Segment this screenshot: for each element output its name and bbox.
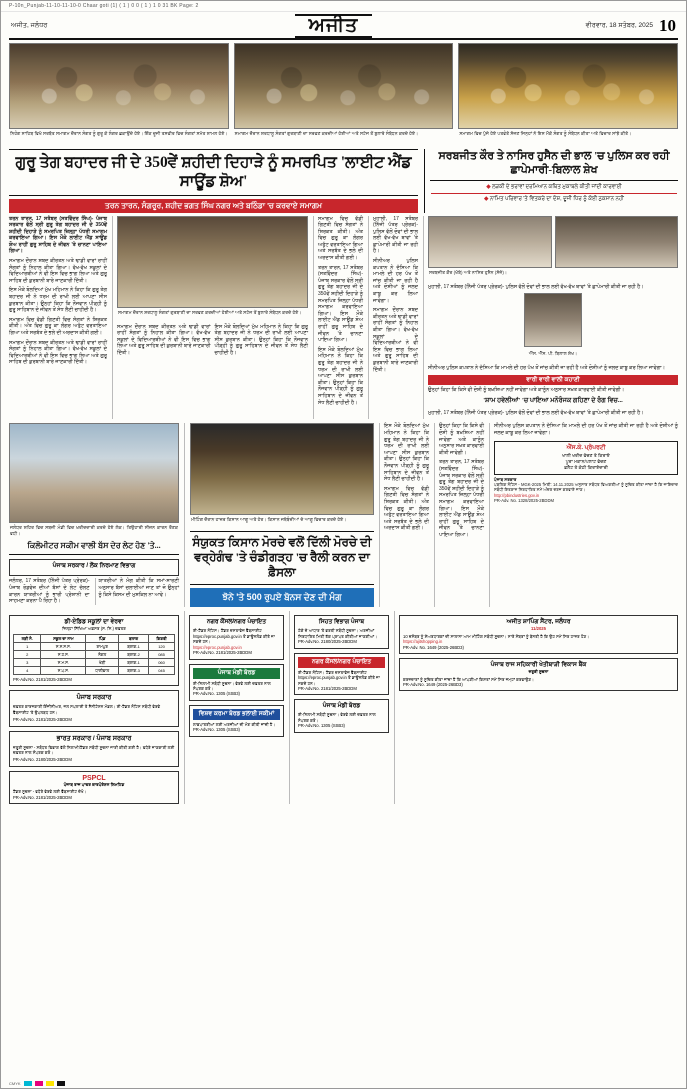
classified-education-2[interactable] xyxy=(294,699,389,732)
masthead-edition: ਅਜੀਤ, ਜਲੰਧਰ xyxy=(11,21,48,29)
right-headline: ਸਰਬਜੀਤ ਕੌਰ ਤੇ ਨਾਸਿਰ ਹੁਸੈਨ ਦੀ ਭਾਲ 'ਚ ਪੁਲਿਸ ਕਰ ਰਹੀ ਛਾਪੇਮਾਰੀ-ਬਿਲਾਲ ਸ਼ੇਖ xyxy=(430,149,678,181)
municipal-footer: PR-Adv.No. 2181/2025-2BDDM xyxy=(193,650,252,656)
ad-property-line-2: ਪੂਰਾ ਮਕਾਨ/ਪਲਾਟ ਵੇਚਣ xyxy=(565,458,607,464)
ad-property-title: ਐੱਸ.ਕੇ. ਪ੍ਰੋਪਰਟੀ xyxy=(566,444,606,451)
col5-para-3: ਉਨ੍ਹਾਂ ਕਿਹਾ ਕਿ ਕਿਸੇ ਵੀ ਦੋਸ਼ੀ ਨੂੰ ਬਖ਼ਸ਼ਿਆ ਨਹੀਂ ਜਾਵੇਗਾ ਅਤੇ ਕਾਨੂੰਨ ਅਨੁਸਾਰ ਸਖ਼ਤ ਕਾਰਵਾਈ ਕੀਤੀ ਜਾਵੇਗੀ। xyxy=(428,387,625,394)
section2-title: ਵਾਰੀ ਵਾਰੀ ਵਾਲੀ ਕਹਾਣੀ xyxy=(428,375,678,386)
corporate-body: 10 ਦਸੰਬਰ ਨੂੰ ਸ਼ੇਅਰਧਾਰਕਾਂ ਦੀ ਸਾਲਾਨਾ ਆਮ ਮੀਟਿੰਗ ਸਬੰਧੀ ਸੂਚਨਾ। ਸਾਰੇ ਮੈਂਬਰਾਂ ਨੂੰ ਬੇਨਤੀ ਹੈ ਕਿ ਉਹ ਸਮੇਂ ਸਿਰ ਹਾਜ਼ਰ ਹੋਣ। xyxy=(403,633,590,639)
section3-title: 'ਸ਼ਾਮ ਹਵੇਲੀਆਂ' 'ਚ ਪਾਇਆ ਮਨੋਰੰਜਕ ਗਹਿਣਾ ਦੇ ਰੰਗ ਵਿਚ... xyxy=(483,396,623,404)
classified-pspcl[interactable] xyxy=(9,771,179,804)
lead-headline: ਗੁਰੂ ਤੇਗ ਬਹਾਦਰ ਜੀ ਦੇ 350ਵੇਂ ਸ਼ਹੀਦੀ ਦਿਹਾੜੇ ਨੂੰ ਸਮਰਪਿਤ 'ਲਾਈਟ ਐਂਡ ਸਾਊਂਡ ਸ਼ੋਅ' xyxy=(9,149,418,196)
ad-corporate[interactable] xyxy=(399,615,678,654)
corporate-title: ਅਜੀਤ ਸ਼ਾਪਿੰਗ ਸੈਂਟਰ, ਜਲੰਧਰ xyxy=(506,619,571,626)
ad-recruitment-web[interactable]: http://pbindustries.gov.in xyxy=(494,492,540,498)
classified-grid xyxy=(9,611,678,803)
print-registration-bar: P-10n_Punjab-11-10-11-10-0 Chaar goti (1) ( 1 ) 0 0 ( 1 ) 1 0 31 BK Page: 2 xyxy=(1,1,686,12)
col3-para-3: ਇਸ ਮੌਕੇ ਬੋਲਦਿਆਂ ਮੁੱਖ ਮਹਿਮਾਨ ਨੇ ਕਿਹਾ ਕਿ ਗੁਰੂ ਤੇਗ ਬਹਾਦਰ ਜੀ ਨੇ ਧਰਮ ਦੀ ਰਾਖੀ ਲਈ ਆਪਣਾ ਸੀਸ ਕੁਰਬਾਨ ਕੀਤਾ। ਉਨ੍ਹਾਂ ਕਿਹਾ ਕਿ ਨੌਜਵਾਨ ਪੀੜ੍ਹੀ ਨੂੰ ਗੁਰੂ ਸਾਹਿਬਾਨ ਦੇ ਜੀਵਨ ਤੋਂ ਸੇਧ ਲੈਣੀ ਚਾਹੀਦੀ ਹੈ। xyxy=(318,346,363,406)
municipal2-title: ਨਗਰ ਕੌਂਸਲ/ਨਗਰ ਪੰਚਾਇਤ xyxy=(298,657,385,668)
masthead-title: ਅਜੀਤ xyxy=(295,14,373,38)
masthead xyxy=(1,12,686,38)
col5-para-2: ਸੀਨੀਅਰ ਪੁਲਿਸ ਕਪਤਾਨ ਨੇ ਦੱਸਿਆ ਕਿ ਮਾਮਲੇ ਦੀ ਹਰ ਪੱਖ ਤੋਂ ਜਾਂਚ ਕੀਤੀ ਜਾ ਰਹੀ ਹੈ ਅਤੇ ਦੋਸ਼ੀਆਂ ਨੂੰ ਜਲਦ ਕਾਬੂ ਕਰ ਲਿਆ ਜਾਵੇਗਾ। xyxy=(428,365,665,372)
bank-title: ਪੰਜਾਬ ਰਾਜ ਸਹਿਕਾਰੀ ਖੇਤੀਬਾੜੀ ਵਿਕਾਸ ਬੈਂਕ xyxy=(490,662,587,669)
col1-para-2: ਸਮਾਗਮ ਦੌਰਾਨ ਸ਼ਬਦ ਕੀਰਤਨ ਅਤੇ ਢਾਡੀ ਵਾਰਾਂ ਰਾਹੀਂ ਸੰਗਤਾਂ ਨੂੰ ਨਿਹਾਲ ਕੀਤਾ ਗਿਆ। ਵੱਖ-ਵੱਖ ਸਕੂਲਾਂ ਦੇ ਵਿਦਿਆਰਥੀਆਂ ਨੇ ਵੀ ਇਸ ਵਿਚ ਭਾਗ ਲਿਆ ਅਤੇ ਗੁਰੂ ਸਾਹਿਬ ਦੀ ਕੁਰਬਾਨੀ ਬਾਰੇ ਜਾਣਕਾਰੀ ਦਿੱਤੀ। xyxy=(9,258,107,284)
column-4 xyxy=(368,216,418,420)
th-3: ਬਲਾਕ xyxy=(118,634,148,642)
middle-band xyxy=(9,423,678,607)
photo-caption-1: ਨਿਹੰਗ ਸਾਹਿਬ ਵਿਖੇ ਸਰਬੱਤ ਸਮਾਗਮ ਦੌਰਾਨ ਸੰਗਤ ਨੂੰ ਗੁਰੂ ਕੇ ਲੰਗਰ ਛਕਾਉਂਦੇ ਹੋਏ। ਇੱਕ ਦੂਜੀ ਤਸਵੀਰ ਵਿਚ ਸੰਗਤਾਂ ਸਮੇਤ ਸ਼ਾਮਲ ਹੋਏ। xyxy=(10,130,228,136)
col1-para-5: ਸਮਾਗਮ ਦੌਰਾਨ ਸ਼ਬਦ ਕੀਰਤਨ ਅਤੇ ਢਾਡੀ ਵਾਰਾਂ ਰਾਹੀਂ ਸੰਗਤਾਂ ਨੂੰ ਨਿਹਾਲ ਕੀਤਾ ਗਿਆ। ਵੱਖ-ਵੱਖ ਸਕੂਲਾਂ ਦੇ ਵਿਦਿਆਰਥੀਆਂ ਨੇ ਵੀ ਇਸ ਵਿਚ ਭਾਗ ਲਿਆ ਅਤੇ ਗੁਰੂ ਸਾਹਿਬ ਦੀ ਕੁਰਬਾਨੀ ਬਾਰੇ ਜਾਣਕਾਰੀ ਦਿੱਤੀ। xyxy=(9,339,107,366)
top-photo-strip xyxy=(9,43,678,145)
kisan-story-block xyxy=(184,423,374,607)
education2-footer: PR-Adv.No. 1305 (SSB3) xyxy=(298,723,345,729)
municipal-body: ਈ-ਟੈਂਡਰ ਨੋਟਿਸ। ਟੈਂਡਰ ਦਸਤਾਵੇਜ਼ ਵੈੱਬਸਾਈਟ https://eproc.punjab.gov.in ਤੋਂ ਡਾਊਨਲੋਡ ਕੀਤੇ ਜਾ ਸਕਦੇ ਹਨ। xyxy=(193,628,275,645)
pspcl-body: ਟੈਂਡਰ ਸੂਚਨਾ - ਵਧੇਰੇ ਵੇਰਵੇ ਲਈ ਵੈੱਬਸਾਈਟ ਦੇਖੋ। xyxy=(13,789,87,795)
municipal-title: ਨਗਰ ਕੌਂਸਲ/ਨਗਰ ਪੰਚਾਇਤ xyxy=(206,619,267,626)
middle-col-c-p1: ਸੀਨੀਅਰ ਪੁਲਿਸ ਕਪਤਾਨ ਨੇ ਦੱਸਿਆ ਕਿ ਮਾਮਲੇ ਦੀ ਹਰ ਪੱਖ ਤੋਂ ਜਾਂਚ ਕੀਤੀ ਜਾ ਰਹੀ ਹੈ ਅਤੇ ਦੋਸ਼ੀਆਂ ਨੂੰ ਜਲਦ ਕਾਬੂ ਕਰ ਲਿਆ ਜਾਵੇਗਾ। xyxy=(494,423,678,437)
classified-col-b xyxy=(184,611,284,803)
portrait-sarabjit-kaur xyxy=(428,216,552,268)
photo-assembly-caption: ਸਮਾਗਮ ਦੌਰਾਨ ਸ਼ਰਧਾਲੂ ਸੰਗਤਾਂ ਗੁਰਬਾਣੀ ਦਾ ਸਰਵਣ ਕਰਦੀਆਂ ਹੋਈਆਂ ਅਤੇ ਸਟੇਜ ਤੋਂ ਬੁਲਾਰੇ ਸੰਬੋਧਨ ਕਰਦੇ ਹੋਏ। xyxy=(118,309,302,315)
officer-caption: ਐੱਸ. ਐੱਸ. ਪੀ. ਬਿਲਾਲ ਸ਼ੇਖ। xyxy=(528,351,578,357)
tender-bsnl[interactable] xyxy=(9,731,179,767)
classified-health[interactable] xyxy=(294,615,389,648)
tender-punjab-footer: PR-Adv.No. 2181/2025-2BDDM xyxy=(13,717,72,723)
classified-education[interactable] xyxy=(189,664,284,701)
tender-bsnl-body: ਜ਼ਰੂਰੀ ਸੂਚਨਾ - ਸਬੰਧਤ ਵਿਭਾਗ ਵੱਲੋਂ ਨਿਲਾਮੀ/ਟੈਂਡਰ ਸਬੰਧੀ ਸੂਚਨਾ ਜਾਰੀ ਕੀਤੀ ਗਈ ਹੈ। ਵਧੇਰੇ ਜਾਣਕਾਰੀ ਲਈ ਦਫ਼ਤਰ ਨਾਲ ਸੰਪਰਕ ਕਰੋ। xyxy=(13,744,175,755)
photo-cell-3 xyxy=(458,43,678,145)
swatch-yellow xyxy=(46,1081,54,1086)
municipal2-footer: PR-Adv.No. 2181/2025-2BDDM xyxy=(298,685,357,691)
kisan-photo-caption: ਮੀਟਿੰਗ ਦੌਰਾਨ ਹਾਜ਼ਰ ਕਿਸਾਨ ਆਗੂ ਅਤੇ ਹੋਰ। ਕਿਸਾਨ ਜਥੇਬੰਦੀਆਂ ਦੇ ਆਗੂ ਵਿਚਾਰ ਕਰਦੇ ਹੋਏ। xyxy=(191,517,347,523)
pspcl-footer: PR-Adv.No. 2181/2025-2BDDM xyxy=(13,794,72,800)
education-title: ਪੰਜਾਬ ਮੰਡੀ ਬੋਰਡ xyxy=(193,668,280,679)
registration-color-bar xyxy=(1,1080,686,1086)
col3-para-2: ਤਰਨ ਤਾਰਨ, 17 ਸਤੰਬਰ (ਸਤਵਿੰਦਰ ਸਿੰਘ)- ਪੰਜਾਬ ਸਰਕਾਰ ਵੱਲੋਂ ਸ੍ਰੀ ਗੁਰੂ ਤੇਗ ਬਹਾਦਰ ਜੀ ਦੇ 350ਵੇਂ ਸ਼ਹੀਦੀ ਦਿਹਾੜੇ ਨੂੰ ਸਮਰਪਿਤ ਜ਼ਿਲ੍ਹਾ ਪੱਧਰੀ ਸਮਾਗਮ ਕਰਵਾਇਆ ਗਿਆ। ਇਸ ਮੌਕੇ ਲਾਈਟ ਐਂਡ ਸਾਊਂਡ ਸ਼ੋਅ ਰਾਹੀਂ ਗੁਰੂ ਸਾਹਿਬ ਦੇ ਜੀਵਨ 'ਤੇ ਚਾਨਣਾ ਪਾਇਆ ਗਿਆ। xyxy=(318,264,363,344)
classified-municipal-2[interactable] xyxy=(294,653,389,696)
ad-recruitment-footer: PR-Adv. No. 1328/2025-2BDDM xyxy=(494,498,554,504)
left-lower-headline: ਕਿਲੋਮੀਟਰ ਸਕੀਮ ਵਾਲੀ ਬੱਸ ਦੇਰ ਲੇਟ ਹੋਣ 'ਤੇ... xyxy=(9,541,179,555)
kisan-headline: ਸੰਯੁਕਤ ਕਿਸਾਨ ਮੋਰਚੇ ਵਲੋਂ ਦਿੱਲੀ ਮੋਰਚੇ ਦੀ ਵਰ੍ਹੇਗੰਢ 'ਤੇ ਚੰਡੀਗੜ੍ਹ 'ਚ ਰੈਲੀ ਕਰਨ ਦਾ ਫ਼ੈਸਲਾ xyxy=(190,531,374,585)
left-lower-boxed xyxy=(9,559,179,576)
col1-para-4: ਸਮਾਗਮ ਵਿਚ ਵੱਡੀ ਗਿਣਤੀ ਵਿਚ ਸੰਗਤਾਂ ਨੇ ਸ਼ਿਰਕਤ ਕੀਤੀ। ਅੰਤ ਵਿਚ ਗੁਰੂ ਕਾ ਲੰਗਰ ਅਤੁੱਟ ਵਰਤਾਇਆ ਗਿਆ ਅਤੇ ਸਰਬੱਤ ਦੇ ਭਲੇ ਦੀ ਅਰਦਾਸ ਕੀਤੀ ਗਈ। xyxy=(9,316,107,336)
corporate-web[interactable]: https://ajitshopping.in xyxy=(403,639,443,645)
headline-row xyxy=(9,149,678,213)
table-row: 2 ਸ.ਹ.ਸ. ਨੰਗਲ ਬਲਾਕ-2 085 xyxy=(14,650,175,658)
kisan-banner: ਝੋਨੇ 'ਤੇ 500 ਰੁਪਏ ਬੋਨਸ ਦੇਣ ਦੀ ਮੰਗ xyxy=(190,588,374,607)
tender-dcfa-title: ਡੀ-ਏਡਿਡ ਸਕੂਲਾਂ ਦਾ ਵੇਰਵਾ xyxy=(64,619,124,626)
municipal2-body: ਈ-ਟੈਂਡਰ ਨੋਟਿਸ। ਟੈਂਡਰ ਦਸਤਾਵੇਜ਼ ਵੈੱਬਸਾਈਟ https://eproc.punjab.gov.in ਤੋਂ ਡਾਊਨਲੋਡ ਕੀਤੇ ਜਾ ਸਕਦੇ ਹਨ। xyxy=(298,669,380,686)
left-lower-boxed-title: ਪੰਜਾਬ ਸਰਕਾਰ / ਲੋਕ ਨਿਰਮਾਣ ਵਿਭਾਗ xyxy=(52,563,136,570)
lead-subhead: ਤਰਨ ਤਾਰਨ, ਸੰਗਰੂਰ, ਸ਼ਹੀਦ ਭਗਤ ਸਿੰਘ ਨਗਰ ਅਤੇ ਬਠਿੰਡਾ 'ਚ ਕਰਵਾਏ ਸਮਾਗਮ xyxy=(9,199,418,213)
tender-bsnl-footer: PR-Adv.No. 2180/2025-2BDDM xyxy=(13,757,72,763)
education-footer: PR-Adv.No. 1305 (SSB3) xyxy=(193,691,240,697)
bank-body: ਕਰਜ਼ਦਾਰਾਂ ਨੂੰ ਸੂਚਿਤ ਕੀਤਾ ਜਾਂਦਾ ਹੈ ਕਿ ਆਪਣੀਆਂ ਕਿਸ਼ਤਾਂ ਸਮੇਂ ਸਿਰ ਜਮ੍ਹਾਂ ਕਰਵਾਉਣ। xyxy=(403,676,534,682)
middle-col-a-p1: ਇਸ ਮੌਕੇ ਬੋਲਦਿਆਂ ਮੁੱਖ ਮਹਿਮਾਨ ਨੇ ਕਿਹਾ ਕਿ ਗੁਰੂ ਤੇਗ ਬਹਾਦਰ ਜੀ ਨੇ ਧਰਮ ਦੀ ਰਾਖੀ ਲਈ ਆਪਣਾ ਸੀਸ ਕੁਰਬਾਨ ਕੀਤਾ। ਉਨ੍ਹਾਂ ਕਿਹਾ ਕਿ ਨੌਜਵਾਨ ਪੀੜ੍ਹੀ ਨੂੰ ਗੁਰੂ ਸਾਹਿਬਾਨ ਦੇ ਜੀਵਨ ਤੋਂ ਸੇਧ ਲੈਣੀ ਚਾਹੀਦੀ ਹੈ। xyxy=(384,423,429,483)
cmyk-label: CMYK xyxy=(9,1080,21,1086)
photo-assembly xyxy=(117,216,308,308)
middle-col-b-p1: ਉਨ੍ਹਾਂ ਕਿਹਾ ਕਿ ਕਿਸੇ ਵੀ ਦੋਸ਼ੀ ਨੂੰ ਬਖ਼ਸ਼ਿਆ ਨਹੀਂ ਜਾਵੇਗਾ ਅਤੇ ਕਾਨੂੰਨ ਅਨੁਸਾਰ ਸਖ਼ਤ ਕਾਰਵਾਈ ਕੀਤੀ ਜਾਵੇਗੀ। xyxy=(439,423,484,456)
photo-caption-2: ਸਮਾਗਮ ਦੌਰਾਨ ਸ਼ਰਧਾਲੂ ਸੰਗਤਾਂ ਗੁਰਬਾਣੀ ਦਾ ਸਰਵਣ ਕਰਦੀਆਂ ਹੋਈਆਂ ਅਤੇ ਸਟੇਜ ਤੋਂ ਬੁਲਾਰੇ ਸੰਬੋਧਨ ਕਰਦੇ ਹੋਏ। xyxy=(234,130,419,136)
education2-body: ਈ-ਨਿਲਾਮੀ ਸਬੰਧੀ ਸੂਚਨਾ। ਵੇਰਵੇ ਲਈ ਦਫ਼ਤਰ ਨਾਲ ਸੰਪਰਕ ਕਰੋ। xyxy=(298,712,376,723)
col2-para-2: ਇਸ ਮੌਕੇ ਬੋਲਦਿਆਂ ਮੁੱਖ ਮਹਿਮਾਨ ਨੇ ਕਿਹਾ ਕਿ ਗੁਰੂ ਤੇਗ ਬਹਾਦਰ ਜੀ ਨੇ ਧਰਮ ਦੀ ਰਾਖੀ ਲਈ ਆਪਣਾ ਸੀਸ ਕੁਰਬਾਨ ਕੀਤਾ। ਉਨ੍ਹਾਂ ਕਿਹਾ ਕਿ ਨੌਜਵਾਨ ਪੀੜ੍ਹੀ ਨੂੰ ਗੁਰੂ ਸਾਹਿਬਾਨ ਦੇ ਜੀਵਨ ਤੋਂ ਸੇਧ ਲੈਣੀ ਚਾਹੀਦੀ ਹੈ। xyxy=(214,323,308,356)
lead-headline-block xyxy=(9,149,418,213)
ad-recruitment-block xyxy=(494,477,678,504)
th-0: ਲੜੀ ਨੰ. xyxy=(14,634,41,642)
left-lower-para-2: ਯਾਤਰੀਆਂ ਨੇ ਮੰਗ ਕੀਤੀ ਕਿ ਸਮਾਂ-ਸਾਰਣੀ ਅਨੁਸਾਰ ਬੱਸਾਂ ਚਲਾਈਆਂ ਜਾਣ ਤਾਂ ਜੋ ਉਨ੍ਹਾਂ ਨੂੰ ਕਿਸੇ ਕਿਸਮ ਦੀ ਮੁਸ਼ਕਿਲ ਨਾ ਆਵੇ। xyxy=(95,578,180,604)
tender-punjab-body: ਦਫ਼ਤਰ ਕਾਰਜਕਾਰੀ ਇੰਜੀਨੀਅਰ, ਜਲ ਸਪਲਾਈ ਤੇ ਸੈਨੀਟੇਸ਼ਨ ਮੰਡਲ। ਈ-ਟੈਂਡਰ ਨੋਟਿਸ ਸਬੰਧੀ ਵੇਰਵੇ ਵੈੱਬਸਾਈਟ 'ਤੇ ਉਪਲਬਧ ਹਨ। xyxy=(13,704,161,715)
corporate-footer: PR-Adv. No. 1649 (2025-26BD3) xyxy=(403,644,464,650)
health-body: ਠੇਕੇ ਦੇ ਆਧਾਰ 'ਤੇ ਭਰਤੀ ਸਬੰਧੀ ਸੂਚਨਾ। ਅਰਜ਼ੀਆਂ ਨਿਰਧਾਰਿਤ ਮਿਤੀ ਤੱਕ ਪ੍ਰਾਪਤ ਕੀਤੀਆਂ ਜਾਣਗੀਆਂ। xyxy=(298,628,378,639)
classified-col-d xyxy=(394,611,678,803)
portrait-officer xyxy=(524,293,582,347)
tender-dcfa-subtitle: ਜ਼ਿਲ੍ਹਾ ਸਿੱਖਿਆ ਅਫ਼ਸਰ (ਸ. ਸਿ.) ਦਫ਼ਤਰ xyxy=(62,626,126,632)
bank-subtitle: ਜ਼ਰੂਰੀ ਸੂਚਨਾ xyxy=(528,669,549,675)
forest-body: ਲਾਭਪਾਤਰੀਆਂ ਲਈ ਅਰਜ਼ੀਆਂ ਦੀ ਮੰਗ ਕੀਤੀ ਜਾਂਦੀ ਹੈ। xyxy=(193,721,276,727)
education-body: ਈ-ਨਿਲਾਮੀ ਸਬੰਧੀ ਸੂਚਨਾ। ਵੇਰਵੇ ਲਈ ਦਫ਼ਤਰ ਨਾਲ ਸੰਪਰਕ ਕਰੋ। xyxy=(193,680,271,691)
market-photo-caption: ਜਲੰਧਰ ਸ਼ਹਿਰ ਵਿਚ ਸਬਜ਼ੀ ਮੰਡੀ ਵਿਚ ਖ਼ਰੀਦਦਾਰੀ ਕਰਦੇ ਹੋਏ ਲੋਕ। ਤਿਉਹਾਰੀ ਸੀਜ਼ਨ ਕਾਰਨ ਰੌਣਕ ਵਧੀ। xyxy=(10,525,178,537)
forest-footer: PR-Adv.No. 1305 (SSB3) xyxy=(193,727,240,733)
column-1 xyxy=(9,216,107,420)
col4-para-1: ਮੁਹਾਲੀ, 17 ਸਤੰਬਰ (ਨਿੱਜੀ ਪੱਤਰ ਪ੍ਰੇਰਕ)- ਪੁਲਿਸ ਵੱਲੋਂ ਦੋਵਾਂ ਦੀ ਭਾਲ ਲਈ ਵੱਖ-ਵੱਖ ਥਾਵਾਂ 'ਤੇ ਛਾਪੇਮਾਰੀ ਕੀਤੀ ਜਾ ਰਹੀ ਹੈ। xyxy=(373,215,418,255)
corporate-date: 11/2025 xyxy=(531,626,546,632)
col1-para-3: ਇਸ ਮੌਕੇ ਬੋਲਦਿਆਂ ਮੁੱਖ ਮਹਿਮਾਨ ਨੇ ਕਿਹਾ ਕਿ ਗੁਰੂ ਤੇਗ ਬਹਾਦਰ ਜੀ ਨੇ ਧਰਮ ਦੀ ਰਾਖੀ ਲਈ ਆਪਣਾ ਸੀਸ ਕੁਰਬਾਨ ਕੀਤਾ। ਉਨ੍ਹਾਂ ਕਿਹਾ ਕਿ ਨੌਜਵਾਨ ਪੀੜ੍ਹੀ ਨੂੰ ਗੁਰੂ ਸਾਹਿਬਾਨ ਦੇ ਜੀਵਨ ਤੋਂ ਸੇਧ ਲੈਣੀ ਚਾਹੀਦੀ ਹੈ। xyxy=(9,287,107,314)
health-title: ਸਿਹਤ ਵਿਭਾਗ ਪੰਜਾਬ xyxy=(318,619,365,626)
forest-title: ਵਿਸ਼ਵ ਕਰਮਾ ਬੋਰਡ ਭਲਾਈ ਸਕੀਮਾਂ xyxy=(193,709,280,720)
swatch-cyan xyxy=(24,1081,32,1086)
ad-property-line-1: ਖਾਲੀ ਖਰੀਦ ਵੇਚਣ ਤੇ ਕਿਰਾਏ xyxy=(562,452,610,458)
right-headline-block xyxy=(424,149,678,213)
photo-cell-2 xyxy=(234,43,454,145)
tender-dcfa-footer: PR-Adv.No. 2181/2025-2BDDM xyxy=(13,676,72,682)
photo-leaders xyxy=(458,43,678,129)
photo-cell-1 xyxy=(9,43,229,145)
tender-punjab-title: ਪੰਜਾਬ ਸਰਕਾਰ xyxy=(76,694,112,702)
ad-recruitment-title: ਪੰਜਾਬ ਸਰਕਾਰ xyxy=(494,476,517,482)
middle-col-a-p2: ਸਮਾਗਮ ਵਿਚ ਵੱਡੀ ਗਿਣਤੀ ਵਿਚ ਸੰਗਤਾਂ ਨੇ ਸ਼ਿਰਕਤ ਕੀਤੀ। ਅੰਤ ਵਿਚ ਗੁਰੂ ਕਾ ਲੰਗਰ ਅਤੁੱਟ ਵਰਤਾਇਆ ਗਿਆ ਅਤੇ ਸਰਬੱਤ ਦੇ ਭਲੇ ਦੀ ਅਰਦਾਸ ਕੀਤੀ ਗਈ। xyxy=(384,485,429,532)
column-2 xyxy=(112,216,308,420)
ad-recruitment-body: ਪਬਲਿਕ ਨੋਟਿਸ - MGK-2025 ਮਿਤੀ: 14.11.2025 ਅਨੁਸਾਰ ਸਬੰਧਤ ਵਿਅਕਤੀਆਂ ਨੂੰ ਸੂਚਿਤ ਕੀਤਾ ਜਾਂਦਾ ਹੈ ਕਿ ਜਾਇਦਾਦ ਸਬੰਧੀ ਇਤਰਾਜ਼ ਨਿਰਧਾਰਿਤ ਸਮੇਂ ਅੰਦਰ ਦਰਜ ਕਰਵਾਏ ਜਾਣ। xyxy=(494,482,678,493)
classified-municipal[interactable] xyxy=(189,615,284,659)
col4-para-2: ਸੀਨੀਅਰ ਪੁਲਿਸ ਕਪਤਾਨ ਨੇ ਦੱਸਿਆ ਕਿ ਮਾਮਲੇ ਦੀ ਹਰ ਪੱਖ ਤੋਂ ਜਾਂਚ ਕੀਤੀ ਜਾ ਰਹੀ ਹੈ ਅਤੇ ਦੋਸ਼ੀਆਂ ਨੂੰ ਜਲਦ ਕਾਬੂ ਕਰ ਲਿਆ ਜਾਵੇਗਾ। xyxy=(373,258,418,304)
middle-col-c xyxy=(489,423,678,607)
column-5 xyxy=(423,216,678,420)
pspcl-subtitle: ਪੰਜਾਬ ਰਾਜ ਪਾਵਰ ਕਾਰਪੋਰੇਸ਼ਨ ਲਿਮਟਿਡ xyxy=(63,781,125,787)
classified-col-a xyxy=(9,611,179,803)
table-row: 4 ਸ.ਪ.ਸ. ਧਾਲੀਵਾਲ ਬਲਾਕ-3 045 xyxy=(14,666,175,674)
photo-caption-3: ਸਮਾਗਮ ਵਿਚ ਪੁੱਜੇ ਹੋਏ ਪਤਵੰਤੇ ਸੱਜਣ ਜਿਨ੍ਹਾਂ ਨੇ ਇਸ ਮੌਕੇ ਸੰਗਤ ਨੂੰ ਸੰਬੋਧਨ ਕੀਤਾ ਅਤੇ ਵਿਚਾਰ ਸਾਂਝੇ ਕੀਤੇ। xyxy=(459,130,632,136)
masthead-date: ਵੀਰਵਾਰ, 18 ਸਤੰਬਰ, 2025 xyxy=(585,21,653,29)
col5-para-1: ਮੁਹਾਲੀ, 17 ਸਤੰਬਰ (ਨਿੱਜੀ ਪੱਤਰ ਪ੍ਰੇਰਕ)- ਪੁਲਿਸ ਵੱਲੋਂ ਦੋਵਾਂ ਦੀ ਭਾਲ ਲਈ ਵੱਖ-ਵੱਖ ਥਾਵਾਂ 'ਤੇ ਛਾਪੇਮਾਰੀ ਕੀਤੀ ਜਾ ਰਹੀ ਹੈ। xyxy=(428,283,644,290)
pspcl-title: PSPCL xyxy=(82,774,106,782)
bank-footer: PR-Adv.No. 1649 (2025-26BD3) xyxy=(403,681,463,687)
tender-bsnl-title: ਭਾਰਤ ਸਰਕਾਰ / ਪੰਜਾਬ ਸਰਕਾਰ xyxy=(56,734,132,742)
education2-title: ਪੰਜਾਬ ਮੰਡੀ ਬੋਰਡ xyxy=(322,703,361,710)
col1-para-1: ਤਰਨ ਤਾਰਨ, 17 ਸਤੰਬਰ (ਸਤਵਿੰਦਰ ਸਿੰਘ)- ਪੰਜਾਬ ਸਰਕਾਰ ਵੱਲੋਂ ਸ੍ਰੀ ਗੁਰੂ ਤੇਗ ਬਹਾਦਰ ਜੀ ਦੇ 350ਵੇਂ ਸ਼ਹੀਦੀ ਦਿਹਾੜੇ ਨੂੰ ਸਮਰਪਿਤ ਜ਼ਿਲ੍ਹਾ ਪੱਧਰੀ ਸਮਾਗਮ ਕਰਵਾਇਆ ਗਿਆ। ਇਸ ਮੌਕੇ ਲਾਈਟ ਐਂਡ ਸਾਊਂਡ ਸ਼ੋਅ ਰਾਹੀਂ ਗੁਰੂ ਸਾਹਿਬ ਦੇ ਜੀਵਨ 'ਤੇ ਚਾਨਣਾ ਪਾਇਆ ਗਿਆ। xyxy=(9,215,107,255)
middle-col-a xyxy=(379,423,429,607)
photo-market xyxy=(9,423,179,523)
photo-sangat xyxy=(234,43,454,129)
swatch-black xyxy=(57,1081,65,1086)
left-lower-para-1: ਜਲੰਧਰ, 17 ਸਤੰਬਰ (ਨਿੱਜੀ ਪੱਤਰ ਪ੍ਰੇਰਕ)- ਪੰਜਾਬ ਰੋਡਵੇਜ਼ ਦੀਆਂ ਬੱਸਾਂ ਦੇ ਲੇਟ ਚੱਲਣ ਕਾਰਨ ਯਾਤਰੀਆਂ ਨੂੰ ਭਾਰੀ ਪ੍ਰੇਸ਼ਾਨੀ ਦਾ ਸਾਹਮਣਾ ਕਰਨਾ ਪੈ ਰਿਹਾ ਹੈ। xyxy=(9,578,90,605)
table-row: 1 ਸ.ਸ.ਸ.ਸ. ਰਾਮਪੁਰ ਬਲਾਕ-1 120 xyxy=(14,642,175,650)
middle-col-b xyxy=(434,423,484,607)
column-3 xyxy=(313,216,363,420)
th-2: ਪਿੰਡ xyxy=(86,634,119,642)
col4-para-3: ਸਮਾਗਮ ਦੌਰਾਨ ਸ਼ਬਦ ਕੀਰਤਨ ਅਤੇ ਢਾਡੀ ਵਾਰਾਂ ਰਾਹੀਂ ਸੰਗਤਾਂ ਨੂੰ ਨਿਹਾਲ ਕੀਤਾ ਗਿਆ। ਵੱਖ-ਵੱਖ ਸਕੂਲਾਂ ਦੇ ਵਿਦਿਆਰਥੀਆਂ ਨੇ ਵੀ ਇਸ ਵਿਚ ਭਾਗ ਲਿਆ ਅਤੇ ਗੁਰੂ ਸਾਹਿਬ ਦੀ ਕੁਰਬਾਨੀ ਬਾਰੇ ਜਾਣਕਾਰੀ ਦਿੱਤੀ। xyxy=(373,307,418,373)
middle-col-b-p2: ਤਰਨ ਤਾਰਨ, 17 ਸਤੰਬਰ (ਸਤਵਿੰਦਰ ਸਿੰਘ)- ਪੰਜਾਬ ਸਰਕਾਰ ਵੱਲੋਂ ਸ੍ਰੀ ਗੁਰੂ ਤੇਗ ਬਹਾਦਰ ਜੀ ਦੇ 350ਵੇਂ ਸ਼ਹੀਦੀ ਦਿਹਾੜੇ ਨੂੰ ਸਮਰਪਿਤ ਜ਼ਿਲ੍ਹਾ ਪੱਧਰੀ ਸਮਾਗਮ ਕਰਵਾਇਆ ਗਿਆ। ਇਸ ਮੌਕੇ ਲਾਈਟ ਐਂਡ ਸਾਊਂਡ ਸ਼ੋਅ ਰਾਹੀਂ ਗੁਰੂ ਸਾਹਿਬ ਦੇ ਜੀਵਨ 'ਤੇ ਚਾਨਣਾ ਪਾਇਆ ਗਿਆ। xyxy=(439,459,484,538)
portrait-nasir-hussain xyxy=(555,216,679,268)
municipal-web[interactable]: https://eproc.punjab.gov.in xyxy=(193,644,242,650)
classified-forest[interactable] xyxy=(189,705,284,737)
ad-property-line-3: ਫ਼ਲੈਟ ਤੇ ਕੋਠੀ ਕਿਰਾਏਦਾਰੀ xyxy=(564,464,608,470)
col3-para-1: ਸਮਾਗਮ ਵਿਚ ਵੱਡੀ ਗਿਣਤੀ ਵਿਚ ਸੰਗਤਾਂ ਨੇ ਸ਼ਿਰਕਤ ਕੀਤੀ। ਅੰਤ ਵਿਚ ਗੁਰੂ ਕਾ ਲੰਗਰ ਅਤੁੱਟ ਵਰਤਾਇਆ ਗਿਆ ਅਤੇ ਸਰਬੱਤ ਦੇ ਭਲੇ ਦੀ ਅਰਦਾਸ ਕੀਤੀ ਗਈ। xyxy=(318,215,363,262)
th-1: ਸਕੂਲ ਦਾ ਨਾਮ xyxy=(41,634,86,642)
right-bullets xyxy=(430,181,678,209)
tender-dcfa[interactable] xyxy=(9,615,179,686)
tender-dcfa-table xyxy=(13,634,175,675)
col5-para-4: ਮੁਹਾਲੀ, 17 ਸਤੰਬਰ (ਨਿੱਜੀ ਪੱਤਰ ਪ੍ਰੇਰਕ)- ਪੁਲਿਸ ਵੱਲੋਂ ਦੋਵਾਂ ਦੀ ਭਾਲ ਲਈ ਵੱਖ-ਵੱਖ ਥਾਵਾਂ 'ਤੇ ਛਾਪੇਮਾਰੀ ਕੀਤੀ ਜਾ ਰਹੀ ਹੈ। xyxy=(428,409,644,416)
main-columns xyxy=(9,216,678,420)
classified-col-c xyxy=(289,611,389,803)
swatch-magenta xyxy=(35,1081,43,1086)
page-number: 10 xyxy=(658,15,676,35)
table-row: 3 ਸ.ਮ.ਸ. ਖੇੜੀ ਬਲਾਕ-1 060 xyxy=(14,658,175,666)
bullet-2: ◆ ਨਾਮਿਤ ਪਰਿਵਾਰ 'ਤੇ ਵਿਤਕਰੇ ਦਾ ਦੋਸ਼, ਦੂਜੀ ਧਿਰ ਨੂੰ ਕੋਈ ਨੁਕਸਾਨ ਨਹੀਂ xyxy=(484,196,624,202)
photo-langar xyxy=(9,43,229,129)
tender-punjab-govt[interactable] xyxy=(9,690,179,726)
th-4: ਗਿਣਤੀ xyxy=(149,634,175,642)
bullet-1: ◆ ਲੜਕੀ ਦੇ ਭਰਾਵਾਂ ਦਰਮਿਆਨ ਕਥਿਤ ਮੁਕਾਬਲੇ ਕੀਤੀ ਜਾਂਦੀ ਕਾਰਵਾਈ xyxy=(486,183,622,190)
col2-para-1: ਸਮਾਗਮ ਦੌਰਾਨ ਸ਼ਬਦ ਕੀਰਤਨ ਅਤੇ ਢਾਡੀ ਵਾਰਾਂ ਰਾਹੀਂ ਸੰਗਤਾਂ ਨੂੰ ਨਿਹਾਲ ਕੀਤਾ ਗਿਆ। ਵੱਖ-ਵੱਖ ਸਕੂਲਾਂ ਦੇ ਵਿਦਿਆਰਥੀਆਂ ਨੇ ਵੀ ਇਸ ਵਿਚ ਭਾਗ ਲਿਆ ਅਤੇ ਗੁਰੂ ਸਾਹਿਬ ਦੀ ਕੁਰਬਾਨੀ ਬਾਰੇ ਜਾਣਕਾਰੀ ਦਿੱਤੀ। xyxy=(117,323,211,356)
market-photo-block xyxy=(9,423,179,607)
portraits-caption: ਸਰਬਜੀਤ ਕੌਰ (ਖੱਬੇ) ਅਤੇ ਨਾਸਿਰ ਹੁਸੈਨ (ਸੱਜੇ)। xyxy=(429,269,508,275)
photo-kisan-meeting xyxy=(190,423,374,515)
ad-bank-final[interactable] xyxy=(399,658,678,691)
health-footer: PR-Adv.No. 2180/2025-2BDDM xyxy=(298,639,357,645)
ad-property[interactable] xyxy=(494,441,678,475)
